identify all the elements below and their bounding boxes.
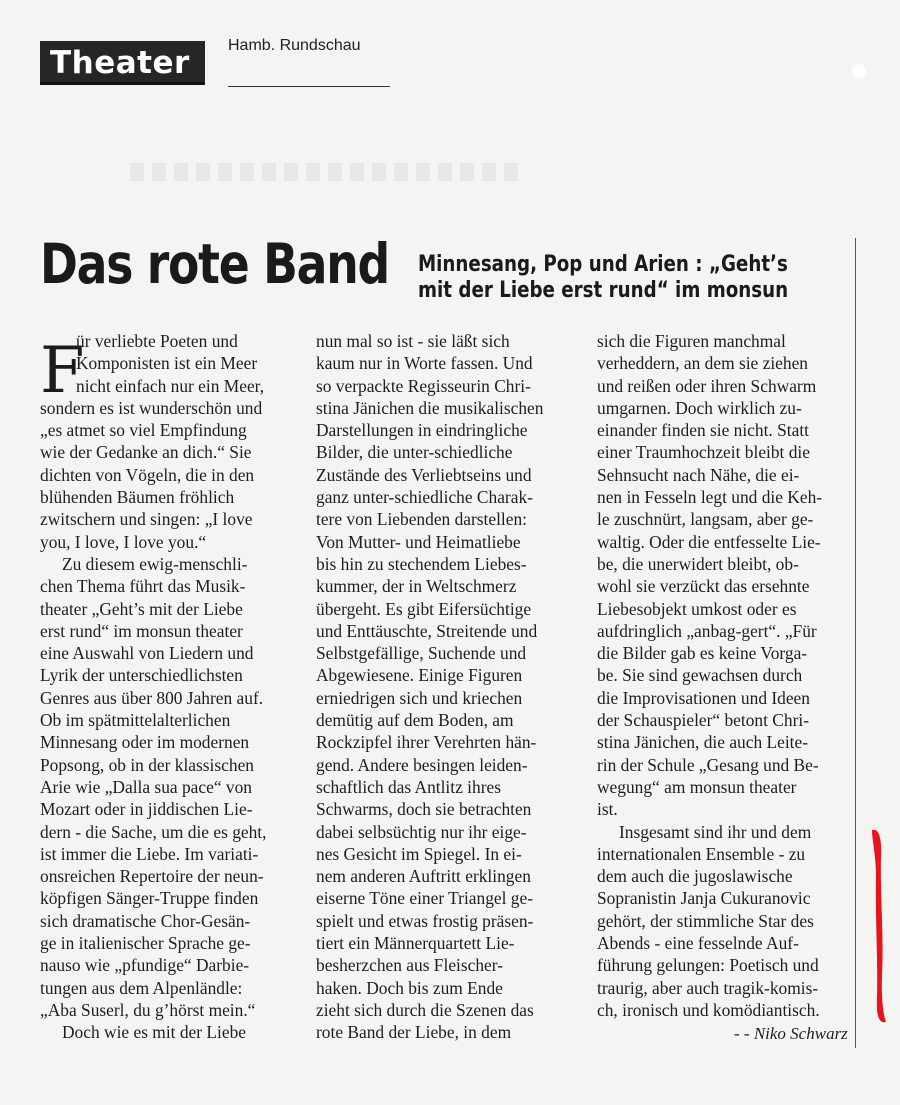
article-line: kummer, der in Weltschmerz: [316, 576, 517, 597]
newspaper-source: Hamb. Rundschau: [228, 37, 361, 54]
article-line: Komponisten ist ein Meer: [76, 353, 258, 374]
article-line: Liebesobjekt umkost oder es: [597, 598, 797, 619]
article-line: erniedrigen sich und kriechen: [316, 687, 523, 708]
article-line: dem auch die jugoslawische: [597, 866, 793, 887]
article-line: Rockzipfel ihrer Verehrten hän-: [316, 732, 537, 753]
article-line: erst rund“ im monsun theater: [40, 620, 243, 641]
article-line: umgarnen. Doch wirklich zu-: [597, 397, 802, 418]
article-line: spielt und etwas frostig präsen-: [316, 910, 534, 931]
article-line: kaum nur in Worte fassen. Und: [316, 353, 533, 374]
section-tag-theater: Theater: [40, 41, 205, 85]
article-line: die Improvisationen und Ideen: [597, 687, 810, 708]
article-line: stina Jänichen die musikalischen: [316, 397, 544, 418]
article-line: Sehnsucht nach Nähe, die ei-: [597, 464, 800, 485]
article-line: schaftlich das Antlitz ihres: [316, 776, 501, 797]
bleed-through-ghost: [130, 163, 520, 181]
article-line: Zustände des Verliebtseins und: [316, 464, 532, 485]
article-line: blühenden Bäumen fröhlich: [40, 487, 235, 508]
article-line: tungen aus dem Alpenländle:: [40, 977, 243, 998]
source-underline: [228, 86, 390, 87]
article-line: nauso wie „pfundige“ Darbie-: [40, 955, 250, 976]
article-line: waltig. Oder die entfesselte Lie-: [597, 531, 821, 552]
article-line: eiserne Töne einer Triangel ge-: [316, 888, 533, 909]
article-line: sich dramatische Chor-Gesän-: [40, 910, 251, 931]
article-line: Mozart oder in jiddischen Lie-: [40, 799, 253, 820]
article-headline: Das rote Band: [40, 232, 389, 296]
article-line: zwitschern und singen: „I love: [40, 509, 253, 530]
article-line: ge in italienischer Sprache ge-: [40, 933, 251, 954]
article-line: traurig, aber auch tragik-komis-: [597, 977, 819, 998]
article-line: Lyrik der unterschiedlichsten: [40, 665, 243, 686]
article-line: demütig auf dem Boden, am: [316, 710, 514, 731]
article-line: haken. Doch bis zum Ende: [316, 977, 503, 998]
article-line: ist.: [597, 799, 618, 820]
article-line: Ob im spätmittelalterlichen: [40, 710, 231, 731]
article-line: wie der Gedanke an dich.“ Sie: [40, 442, 252, 463]
article-line: Von Mutter- und Heimatliebe: [316, 531, 521, 552]
drop-cap: F: [40, 334, 85, 408]
article-line: der Schauspieler“ betont Chri-: [597, 710, 809, 731]
article-line: rote Band der Liebe, in dem: [316, 1022, 512, 1043]
article-column-1: [40, 330, 302, 1044]
article-line: nen in Fesseln legt und die Keh-: [597, 487, 823, 508]
article-line: nes Gesicht im Spiegel. In ei-: [316, 843, 522, 864]
article-line: Minnesang oder im modernen: [40, 732, 250, 753]
article-line: Doch wie es mit der Liebe: [62, 1022, 246, 1043]
article-line: ganz unter-schiedliche Charak-: [316, 487, 533, 508]
article-line: theater „Geht’s mit der Liebe: [40, 598, 243, 619]
article-line: be. Sie sind gewachsen durch: [597, 665, 803, 686]
article-line: Genres aus über 800 Jahren auf.: [40, 687, 264, 708]
article-line: Selbstgefällige, Suchende und: [316, 643, 527, 664]
article-line: le zuschnürt, langsam, aber ge-: [597, 509, 814, 530]
article-line: onsreichen Repertoire der neun-: [40, 866, 264, 887]
article-line: einer Traumhochzeit bleibt die: [597, 442, 810, 463]
article-line: dabei selbsüchtig nur ihr eige-: [316, 821, 527, 842]
article-line: Darstellungen in eindringliche: [316, 420, 528, 441]
article-line: zieht sich durch die Szenen das: [316, 999, 534, 1020]
article-line: you, I love, I love you.“: [40, 531, 207, 552]
article-line: führung gelungen: Poetisch und: [597, 955, 819, 976]
red-marker-stroke: [866, 826, 892, 1026]
article-line: be, die unerwidert bleibt, ob-: [597, 553, 799, 574]
article-line: dern - die Sache, um die es geht,: [40, 821, 267, 842]
article-line: ist immer die Liebe. Im variati-: [40, 843, 259, 864]
article-line: sondern es ist wunderschön und: [40, 397, 263, 418]
article-line: gend. Andere besingen leiden-: [316, 754, 528, 775]
article-line: Zu diesem ewig-menschli-: [62, 553, 248, 574]
article-line: nicht einfach nur ein Meer,: [76, 375, 265, 396]
article-line: bis hin zu stechendem Liebes-: [316, 553, 527, 574]
article-line: ch, ironisch und komödiantisch.: [597, 999, 820, 1020]
article-line: stina Jänichen, die auch Leite-: [597, 732, 809, 753]
column-frame-rule: [855, 238, 856, 1048]
author-signature: [734, 1024, 848, 1044]
author-name: Niko Schwarz: [753, 1024, 848, 1043]
article-line: wohl sie verzückt das ersehnte: [597, 576, 810, 597]
article-line: „Aba Suserl, du g’hörst mein.“: [40, 999, 256, 1020]
article-line: wegung“ am monsun theater: [597, 776, 797, 797]
article-line: und Enttäuschte, Streitende und: [316, 620, 538, 641]
article-line: tere von Liebenden darstellen:: [316, 509, 528, 530]
article-line: ür verliebte Poeten und: [76, 331, 238, 351]
article-line: internationalen Ensemble - zu: [597, 843, 806, 864]
article-line: „es atmet so viel Empfindung: [40, 420, 247, 441]
article-line: Abends - eine fesselnde Auf-: [597, 933, 799, 954]
article-line: nem anderen Auftritt erklingen: [316, 866, 531, 887]
article-line: nun mal so ist - sie läßt sich: [316, 331, 510, 351]
article-line: übergeht. Es gibt Eifersüchtige: [316, 598, 532, 619]
article-line: eine Auswahl von Liedern und: [40, 643, 254, 664]
article-line: Schwarms, doch sie betrachten: [316, 799, 532, 820]
article-column-3: [597, 330, 855, 1021]
article-line: und reißen oder ihren Schwarm: [597, 375, 817, 396]
article-line: besherzchen aus Fleischer-: [316, 955, 504, 976]
article-line: so verpackte Regisseurin Chri-: [316, 375, 531, 396]
article-line: Abgewiesene. Einige Figuren: [316, 665, 523, 686]
article-line: dichten von Vögeln, die in den: [40, 464, 255, 485]
article-line: Sopranistin Janja Cukuranovic: [597, 888, 811, 909]
article-line: Insgesamt sind ihr und dem: [619, 821, 812, 842]
article-line: chen Thema führt das Musik-: [40, 576, 246, 597]
article-line: köpfigen Sänger-Truppe finden: [40, 888, 259, 909]
article-line: rin der Schule „Gesang und Be-: [597, 754, 819, 775]
red-marker-shape: [872, 830, 886, 1023]
paper-spot: [852, 64, 866, 78]
article-line: gehört, der stimmliche Star des: [597, 910, 814, 931]
article-line: Bilder, die unter-schiedliche: [316, 442, 513, 463]
article-column-2: [316, 330, 586, 1044]
article-line: verheddern, an dem sie ziehen: [597, 353, 809, 374]
article-line: einander finden sie nicht. Statt: [597, 420, 810, 441]
article-kicker: Minnesang, Pop und Arien : „Geht’s mit der Liebe erst rund“ im monsun: [418, 252, 789, 303]
article-line: sich die Figuren manchmal: [597, 331, 786, 351]
article-line: Arie wie „Dalla sua pace“ von: [40, 776, 252, 797]
article-line: aufdringlich „anbag-gert“. „Für: [597, 620, 817, 641]
article-line: die Bilder gab es keine Vorga-: [597, 643, 808, 664]
article-line: Popsong, ob in der klassischen: [40, 754, 254, 775]
article-line: tiert ein Männerquartett Lie-: [316, 933, 515, 954]
signature-dash: - -: [734, 1024, 754, 1043]
